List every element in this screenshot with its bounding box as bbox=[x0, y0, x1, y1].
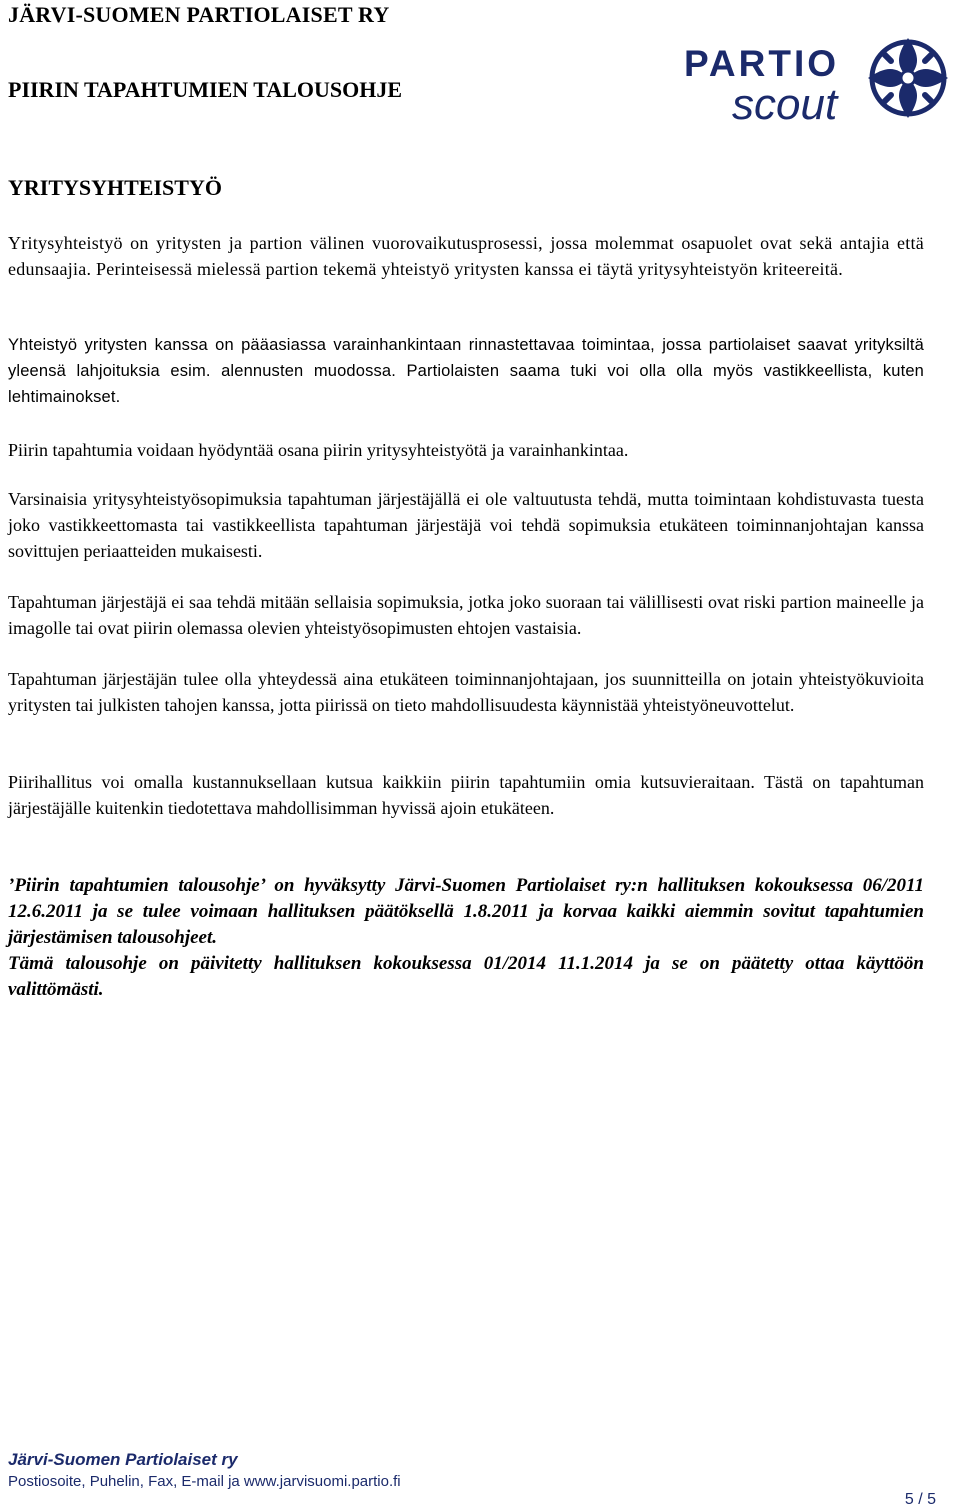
logo-word-scout: scout bbox=[732, 80, 838, 129]
header-organization: JÄRVI-SUOMEN PARTIOLAISET RY bbox=[8, 2, 390, 27]
footer-contact: Postiosoite, Puhelin, Fax, E-mail ja www.jarvisuomi.partio.fi bbox=[8, 1473, 401, 1490]
page-number: 5 / 5 bbox=[904, 1491, 936, 1508]
paragraph-definition: Yritysyhteistyö on yritysten ja partion välinen vuorovaikutusprosessi, jossa molemmat osapuolet ovat sekä antajia että edunsaajia. Perinteisessä mielessä partion tekemä yhteistyö yritysten kanssa ei täytä yritysyhteistyön kriteereitä. bbox=[8, 233, 924, 279]
section-heading: YRITYSYHTEISTYÖ bbox=[8, 175, 222, 200]
scout-emblem-icon bbox=[868, 38, 948, 118]
update-statement: Tämä talousohje on päivitetty hallituksen kokouksessa 01/2014 11.1.2014 ja se on päätetty ottaa käyttöön valittömästi. bbox=[8, 953, 924, 1000]
partio-scout-logo-graphic bbox=[684, 22, 956, 132]
approval-note bbox=[8, 873, 924, 1003]
paragraph-fundraising: Yhteistyö yritysten kanssa on pääasiassa varainhankintaan rinnastettavaa toimintaa, jossa partiolaiset saavat yrityksiltä yleensä lahjoituksia esim. alennusten muodossa. Partiolaisten saama tuki voi olla olla myös vastikkeellista, kuten lehtimainokset. bbox=[8, 336, 924, 406]
paragraph-district-events: Piirin tapahtumia voidaan hyödyntää osana piirin yritysyhteistyötä ja varainhankintaa. bbox=[8, 440, 629, 460]
document-title: PIIRIN TAPAHTUMIEN TALOUSOHJE bbox=[8, 77, 403, 102]
paragraph-agreements: Varsinaisia yritysyhteistyösopimuksia tapahtuman järjestäjällä ei ole valtuutusta tehdä, mutta toimintaan kohdistuvasta tuesta joko vastikkeettomasta tai vastikkeellista tapahtuman järjestäjä voi tehdä sopimuksia etukäteen toiminnanjohtajan kanssa sovittujen periaatteiden mukaisesti. bbox=[8, 489, 924, 561]
paragraph-contact-director: Tapahtuman järjestäjän tulee olla yhteydessä aina etukäteen toiminnanjohtajaan, jos suunnitteilla on jotain yhteistyökuvioita yritysten tai julkisten tahojen kanssa, jotta piirissä on tieto mahdollisuudesta käynnistää yhteistyöneuvottelut. bbox=[8, 669, 924, 715]
approval-statement: ’Piirin tapahtumien talousohje’ on hyväksytty Järvi-Suomen Partiolaiset ry:n hallituksen kokouksessa 06/2011 12.6.2011 ja se tulee voimaan hallituksen päätöksellä 1.8.2011 ja korvaa kaikki aiemmin sovitut tapahtumien järjestämisen talousohjeet. bbox=[8, 875, 924, 948]
logo-word-partio: PARTIO bbox=[684, 43, 840, 84]
footer-organization: Järvi-Suomen Partiolaiset ry bbox=[8, 1450, 238, 1469]
paragraph-guests: Piirihallitus voi omalla kustannuksellaan kutsua kaikkiin piirin tapahtumiin omia kutsuvieraitaan. Tästä on tapahtuman järjestäjälle kuitenkin tiedotettava mahdollisimman hyvissä ajoin etukäteen. bbox=[8, 772, 924, 818]
partio-scout-logo bbox=[684, 22, 956, 132]
paragraph-restrictions: Tapahtuman järjestäjä ei saa tehdä mitään sellaisia sopimuksia, jotka joko suoraan tai välillisesti ovat riski partion maineelle ja imagolle tai ovat piirin olemassa olevien yhteistyösopimusten ehtojen vastaisia. bbox=[8, 592, 924, 638]
